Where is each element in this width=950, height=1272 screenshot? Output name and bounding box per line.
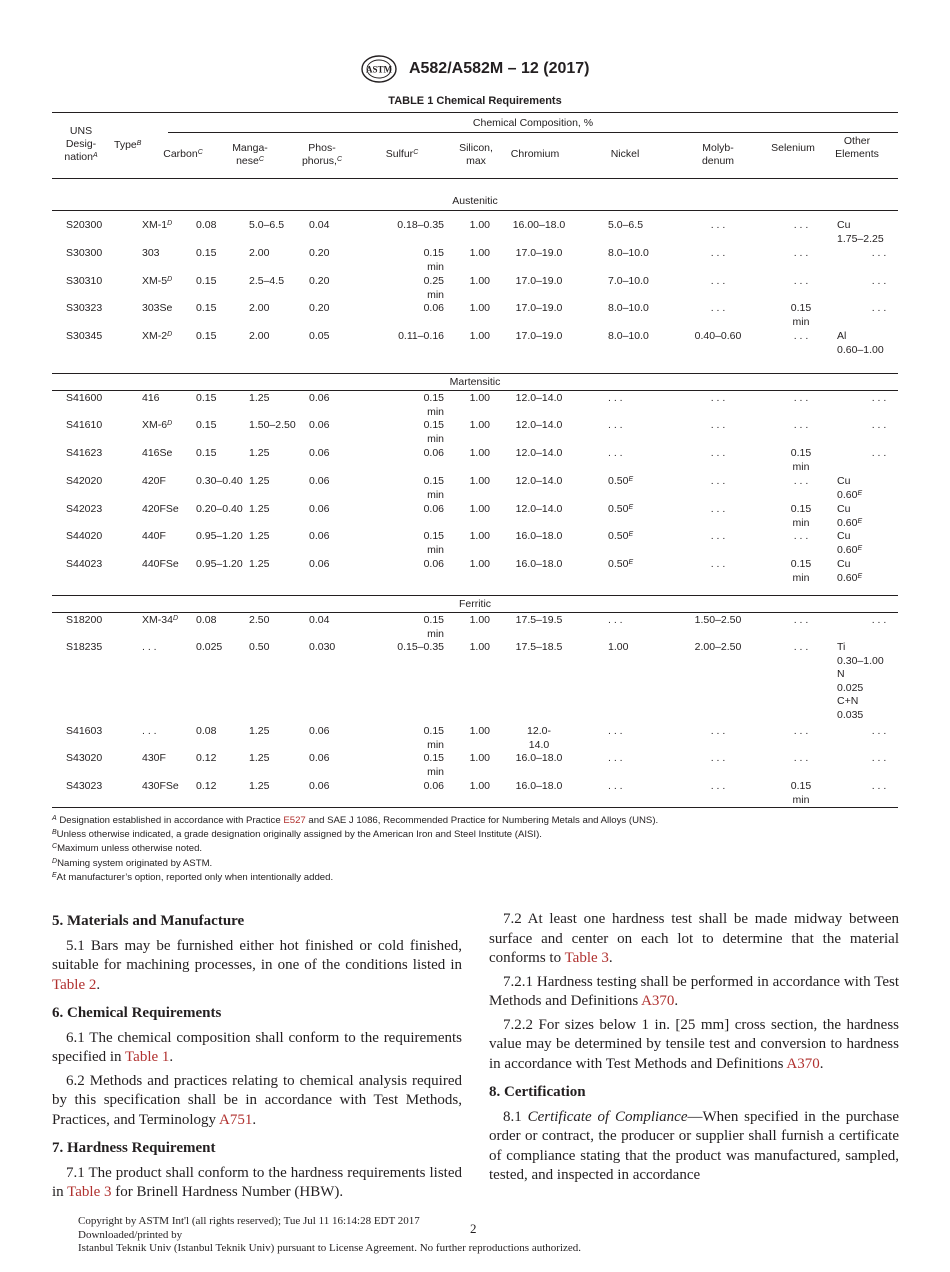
cell-si: 1.00 [469,503,490,515]
cell-mn: 1.25 [249,503,270,515]
paragraph-7-2-2: 7.2.2 For sizes below 1 in. [25 mm] cross section, the hardness value may be determined by tensile test and conversion to hardness in accordance with Test Methods and Definitions A370. [489,1016,899,1072]
cell-ni: . . . [608,780,623,792]
cell-s: 0.06 [423,780,444,792]
cell-uns: S44020 [66,530,103,542]
cell-p: 0.20 [309,302,330,314]
cell-other: Cu $0.60^E$ [837,558,863,584]
table-row [52,530,898,558]
cell-type: $XM-5^D$ [142,275,173,287]
cell-uns: S41600 [66,392,103,404]
footnote-c: $^C$Maximum unless otherwise noted. [52,843,203,855]
cell-other: Cu $0.60^E$ [837,475,863,501]
cell-mo: 1.50–2.50 [694,614,742,626]
nickel-header: Nickel [610,148,640,160]
cell-si: 1.00 [469,530,490,542]
cell-c: 0.08 [196,219,217,231]
table-row [52,447,898,475]
cell-ni: 8.0–10.0 [608,302,649,314]
cell-ni: . . . [608,614,623,626]
cell-c: 0.12 [196,780,217,792]
cell-mo: 0.40–0.60 [694,330,742,342]
cell-mo: . . . [710,247,726,259]
cell-se: 0.15 min [790,302,812,328]
table-row [52,475,898,503]
cell-mo: 2.00–2.50 [694,641,742,653]
cell-other: . . . [871,419,887,431]
table-row [52,780,898,808]
selenium-header: Selenium [771,142,815,154]
cell-type: 430FSe [142,780,179,792]
cell-mo: . . . [710,275,726,287]
section-rule [52,210,898,211]
cell-cr: 17.0–19.0 [515,330,563,342]
cell-ni: 7.0–10.0 [608,275,649,287]
table-row [52,752,898,780]
logo-text: ASTM [366,64,393,75]
cell-s: 0.15 min [423,752,444,778]
cell-cr: 12.0- 14.0 [527,725,551,751]
cell-se: . . . [793,725,809,737]
cell-si: 1.00 [469,614,490,626]
cell-s: 0.15 min [423,247,444,273]
cell-mn: 1.25 [249,392,270,404]
table-row [52,302,898,330]
cell-p: 0.06 [309,503,330,515]
footnote-d: $^D$Naming system originated by ASTM. [52,857,213,869]
cell-type: 440F [142,530,166,542]
cell-type: 303 [142,247,160,259]
e527-link[interactable]: E527 [283,815,306,826]
section-rule [52,390,898,391]
cell-si: 1.00 [469,725,490,737]
sulfur-header: Sulfur$^C$ [385,148,419,160]
cell-type: 416Se [142,447,173,459]
cell-ni: 8.0–10.0 [608,330,649,342]
cell-cr: 17.0–19.0 [515,247,563,259]
section-rule [52,595,898,596]
composition-header: Chemical Composition, % [472,117,594,129]
paragraph-7-2-1: 7.2.1 Hardness testing shall be performed in accordance with Test Methods and Definitions A370. [489,973,899,1009]
phosphorus-header: Phos- phorus,$^C$ [301,142,343,167]
cell-uns: S30310 [66,275,103,287]
table-row [52,641,898,721]
cell-cr: 16.00–18.0 [512,219,566,231]
cell-cr: 17.0–19.0 [515,302,563,314]
cell-mo: . . . [710,475,726,487]
cell-mn: 2.50 [249,614,270,626]
cell-p: 0.20 [309,275,330,287]
cell-s: 0.25 min [423,275,444,301]
cell-s: 0.15 min [423,419,444,445]
cell-mo: . . . [710,558,726,570]
cell-si: 1.00 [469,275,490,287]
paragraph-6-1: 6.1 The chemical composition shall conform to the requirements specified in Table 1. [52,1029,462,1065]
cell-se: . . . [793,392,809,404]
cell-type: 420F [142,475,166,487]
cell-cr: 17.5–18.5 [515,641,563,653]
cell-c: 0.15 [196,247,217,259]
cell-se: . . . [793,475,809,487]
cell-mo: . . . [710,503,726,515]
cell-p: 0.06 [309,725,330,737]
cell-c: 0.95–1.20 [196,530,243,542]
table-top-rule [52,112,898,113]
cell-mo: . . . [710,302,726,314]
cell-p: 0.030 [309,641,336,653]
section-8-heading: 8. Certification [489,1084,586,1100]
cell-cr: 17.0–19.0 [515,275,563,287]
cell-mn: 1.25 [249,558,270,570]
table-2-link[interactable]: Table 2 [52,976,97,993]
cell-se: 0.15 min [790,447,812,473]
cell-p: 0.06 [309,530,330,542]
table-footnotes [52,814,898,885]
other-elements-header: Other Elements [835,135,879,160]
cell-c: 0.15 [196,419,217,431]
section-label-ferritic: Ferritic [458,598,492,610]
paragraph-8-1: 8.1 Certificate of Compliance—When specified in the purchase order or contract, the producer or supplier shall furnish a certificate of compliance stating that the product was manufactured, sampled, tested, and inspected in accordance [489,1108,899,1183]
section-6-heading: 6. Chemical Requirements [52,1005,222,1021]
cell-s: 0.15–0.35 [397,641,444,653]
left-column [52,910,462,1207]
cell-type: 420FSe [142,503,179,515]
cell-ni: . . . [608,725,623,737]
standard-designation: A582/A582M – 12 (2017) [408,60,590,77]
cell-p: 0.06 [309,475,330,487]
chromium-header: Chromium [510,148,560,160]
cell-s: 0.15 min [423,725,444,751]
right-column [489,910,899,1190]
cell-uns: S30323 [66,302,103,314]
table-3-link[interactable]: Table 3 [67,1184,112,1200]
cell-se: . . . [793,247,809,259]
cell-se: . . . [793,614,809,626]
cell-mo: . . . [710,392,726,404]
table-row [52,558,898,586]
paragraph-5-1: 5.1 Bars may be furnished either hot finished or cold finished, suitable for machining processes, in one of the conditions listed in Table 2. [52,937,462,993]
cell-p: 0.06 [309,447,330,459]
cell-p: 0.20 [309,247,330,259]
cell-mo: . . . [710,530,726,542]
page-number: 2 [470,1221,477,1236]
cell-uns: S42020 [66,475,103,487]
cell-mo: . . . [710,419,726,431]
uns-header: UNS Desig- nation$^A$ [64,125,98,163]
cell-si: 1.00 [469,558,490,570]
cell-other: . . . [871,275,887,287]
cell-p: 0.04 [309,219,330,231]
cell-cr: 12.0–14.0 [515,447,563,459]
cell-se: . . . [793,530,809,542]
cell-uns: S41610 [66,419,103,431]
cell-uns: S41623 [66,447,103,459]
header-bottom-rule [52,178,898,179]
cell-type: . . . [142,641,157,653]
cell-mn: 2.5–4.5 [249,275,285,287]
cell-ni: 1.00 [608,641,629,653]
cell-other: Ti 0.30–1.00 N 0.025 C+N 0.035 [837,641,884,721]
cell-cr: 12.0–14.0 [515,503,563,515]
molybdenum-header: Molyb- denum [701,142,735,167]
cell-cr: 16.0–18.0 [515,530,563,542]
cell-ni: . . . [608,752,623,764]
cell-cr: 17.5–19.5 [515,614,563,626]
cell-si: 1.00 [469,475,490,487]
cell-si: 1.00 [469,302,490,314]
cell-ni: . . . [608,392,623,404]
cell-se: . . . [793,752,809,764]
cell-s: 0.06 [423,503,444,515]
table-row [52,330,898,358]
license-line: Istanbul Teknik Univ (Istanbul Teknik Univ) pursuant to License Agreement. No further reproductions authorized. [78,1242,582,1254]
cell-type: $XM-1^D$ [142,219,173,231]
cell-uns: S42023 [66,503,103,515]
paragraph-7-2: 7.2 At least one hardness test shall be made midway between surface and center on each lot to determine that the material conforms to Table 3. [489,911,899,966]
carbon-header: Carbon$^C$ [163,148,203,160]
cell-si: 1.00 [469,419,490,431]
cell-mn: 1.25 [249,725,270,737]
cell-ni: 8.0–10.0 [608,247,649,259]
cell-ni: $0.50^E$ [608,503,634,515]
cell-c: 0.12 [196,752,217,764]
cell-uns: S43020 [66,752,103,764]
cell-s: 0.06 [423,447,444,459]
cell-other: . . . [871,752,887,764]
cell-s: 0.15 min [423,530,444,556]
section-5-heading: 5. Materials and Manufacture [52,913,245,929]
a370-link[interactable]: A370 [641,993,675,1009]
cell-se: . . . [793,419,809,431]
cell-uns: S43023 [66,780,103,792]
cell-s: 0.15 min [423,475,444,501]
section-rule [52,373,898,374]
cell-uns: S18235 [66,641,103,653]
cell-s: 0.06 [423,558,444,570]
cell-type: $XM-6^D$ [142,419,173,431]
cell-mo: . . . [710,447,726,459]
cell-c: 0.95–1.20 [196,558,243,570]
a751-link[interactable]: A751 [218,1111,253,1128]
cell-c: 0.30–0.40 [196,475,243,487]
cell-other: Cu $0.60^E$ [837,503,863,529]
astm-logo [360,54,398,84]
cell-se: . . . [793,219,809,231]
cell-uns: S30300 [66,247,103,259]
cell-si: 1.00 [469,641,490,653]
paragraph-6-2: 6.2 Methods and practices relating to chemical analysis required by this specification shall be in accordance with Test Methods, Practices, and Terminology A751. [52,1072,462,1128]
cell-other: . . . [871,392,887,404]
type-header: Type$^B$ [114,139,142,151]
table-row [52,503,898,531]
downloaded-line: Downloaded/printed by [78,1228,183,1241]
table-3-link[interactable]: Table 3 [564,950,609,966]
cell-ni: $0.50^E$ [608,558,634,570]
cell-cr: 12.0–14.0 [515,475,563,487]
footnote-b: $^B$Unless otherwise indicated, a grade designation originally assigned by the American Iron and Steel Institute (AISI). [52,829,542,841]
cell-ni: . . . [608,447,623,459]
cell-si: 1.00 [469,392,490,404]
cell-p: 0.06 [309,419,330,431]
copyright-line: Copyright by ASTM Int'l (all rights reserved); Tue Jul 11 16:14:28 EDT 2017 [78,1215,420,1227]
document-header [0,54,950,84]
cell-c: 0.15 [196,392,217,404]
cell-cr: 16.0–18.0 [515,558,563,570]
cell-si: 1.00 [469,247,490,259]
cell-cr: 12.0–14.0 [515,392,563,404]
cell-mn: 2.00 [249,247,270,259]
cell-si: 1.00 [469,780,490,792]
table-row [52,614,898,642]
cell-other: Al 0.60–1.00 [837,330,884,356]
cell-other: Cu 1.75–2.25 [837,219,884,245]
cell-mn: 1.25 [249,475,270,487]
cell-ni: 5.0–6.5 [608,219,644,231]
cell-other: . . . [871,725,887,737]
section-label-austenitic: Austenitic [452,195,498,207]
composition-span-rule [168,132,898,133]
cell-other: Cu $0.60^E$ [837,530,863,556]
cell-mn: 1.25 [249,780,270,792]
cell-mo: . . . [710,219,726,231]
cell-other: . . . [871,247,887,259]
table-row [52,219,898,247]
table-1-link[interactable]: Table 1 [125,1049,170,1065]
table-bottom-rule [52,807,898,808]
cell-mn: 2.00 [249,330,270,342]
cell-p: 0.05 [309,330,330,342]
cell-cr: 12.0–14.0 [515,419,563,431]
cell-mo: . . . [710,752,726,764]
cell-ni: . . . [608,419,623,431]
cell-c: 0.15 [196,447,217,459]
cell-c: 0.025 [196,641,223,653]
cell-mn: 1.25 [249,447,270,459]
paragraph-7-1: 7.1 The product shall conform to the hardness requirements listed in Table 3 for Brinell Hardness Number (HBW). [52,1164,462,1200]
cell-type: 430F [142,752,166,764]
cell-mo: . . . [710,780,726,792]
table-row [52,419,898,447]
cell-c: 0.15 [196,302,217,314]
cell-p: 0.06 [309,558,330,570]
cell-ni: $0.50^E$ [608,475,634,487]
cell-s: 0.15 min [423,392,444,418]
cell-uns: S30345 [66,330,103,342]
table-row [52,392,898,420]
table-row [52,275,898,303]
silicon-header: Silicon, max [459,142,493,167]
cell-mn: 1.25 [249,530,270,542]
cell-uns: S41603 [66,725,103,737]
cell-se: 0.15 min [790,503,812,529]
cell-p: 0.06 [309,780,330,792]
footnote-a: $^A$ Designation established in accordance with Practice E527 and SAE J 1086, Recommended Practice for Numbering Metals and Alloys (UNS). [52,815,659,826]
table-row [52,247,898,275]
a370-link[interactable]: A370 [786,1055,820,1072]
cell-se: . . . [793,275,809,287]
cell-s: 0.06 [423,302,444,314]
cell-c: 0.20–0.40 [196,503,243,515]
cell-mn: 1.25 [249,752,270,764]
cell-mn: 1.50–2.50 [249,419,296,431]
section-label-martensitic: Martensitic [449,376,501,388]
cell-cr: 16.0–18.0 [515,780,563,792]
cell-mo: . . . [710,725,726,737]
table-title: TABLE 1 Chemical Requirements [388,95,562,107]
cell-ni: $0.50^E$ [608,530,634,542]
cell-uns: S44023 [66,558,103,570]
license-footer [78,1215,581,1256]
cell-type: $XM-2^D$ [142,330,173,342]
cell-type: 440FSe [142,558,179,570]
cell-mn: 5.0–6.5 [249,219,285,231]
cell-other: . . . [871,447,887,459]
section-rule [52,612,898,613]
cell-mn: 0.50 [249,641,270,653]
cell-c: 0.08 [196,725,217,737]
cell-se: 0.15 min [790,780,812,806]
cell-p: 0.04 [309,614,330,626]
cell-uns: S20300 [66,219,103,231]
cell-cr: 16.0–18.0 [515,752,563,764]
cell-other: . . . [871,780,887,792]
cell-s: 0.18–0.35 [397,219,444,231]
manganese-header: Manga- nese$^C$ [232,142,268,167]
cell-si: 1.00 [469,447,490,459]
table-row [52,725,898,753]
cell-si: 1.00 [469,330,490,342]
cell-type: 303Se [142,302,173,314]
cell-c: 0.15 [196,275,217,287]
cell-p: 0.06 [309,752,330,764]
cell-se: 0.15 min [790,558,812,584]
cell-type: 416 [142,392,160,404]
cell-type: . . . [142,725,157,737]
cell-uns: S18200 [66,614,103,626]
cell-s: 0.11–0.16 [398,330,444,342]
cell-mn: 2.00 [249,302,270,314]
cell-se: . . . [793,641,809,653]
cell-other: . . . [871,302,887,314]
cell-c: 0.08 [196,614,217,626]
section-7-heading: 7. Hardness Requirement [52,1140,216,1156]
cell-c: 0.15 [196,330,217,342]
cell-se: . . . [793,330,809,342]
cell-si: 1.00 [469,219,490,231]
cell-other: . . . [871,614,887,626]
cell-type: $XM-34^D$ [142,614,178,626]
cell-si: 1.00 [469,752,490,764]
cell-s: 0.15 min [423,614,444,640]
footnote-e: $^E$At manufacturer’s option, reported only when intentionally added. [52,871,334,883]
cell-p: 0.06 [309,392,330,404]
